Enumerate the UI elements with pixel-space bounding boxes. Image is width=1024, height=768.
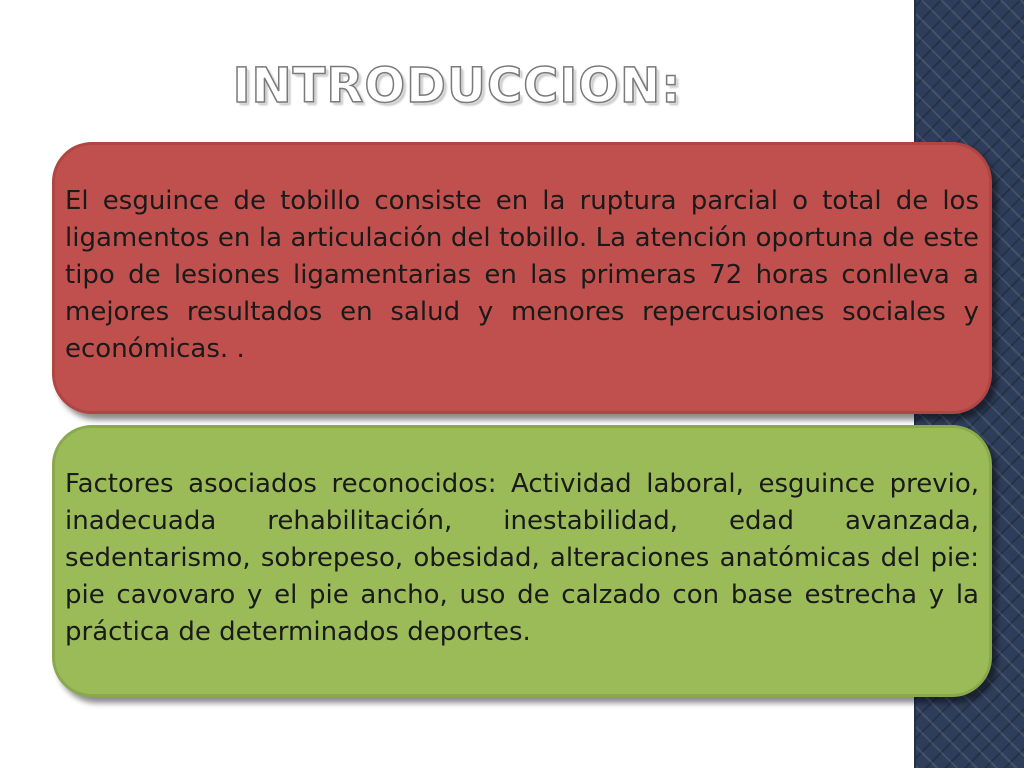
factors-paragraph: Factores asociados reconocidos: Actividad laboral, esguince previo, inadecuada rehabilitación, inestabilidad, edad avanzada, sedentarismo, sobrepeso, obesidad, alteraciones anatómicas del pie: pie cavovaro y el pie ancho, uso de calzado con base estrecha y la práctica de determinados deportes.	[65, 468, 979, 647]
factors-text-box-green	[52, 425, 992, 697]
slide-title: INTRODUCCION:	[232, 58, 682, 114]
intro-paragraph: El esguince de tobillo consiste en la ruptura parcial o total de los ligamentos en la articulación del tobillo. La atención oportuna de este tipo de lesiones ligamentarias en las primeras 72 horas conlleva a mejores resultados en salud y menores repercusiones sociales y económicas. .	[65, 185, 979, 364]
intro-text-box-red	[52, 142, 992, 414]
